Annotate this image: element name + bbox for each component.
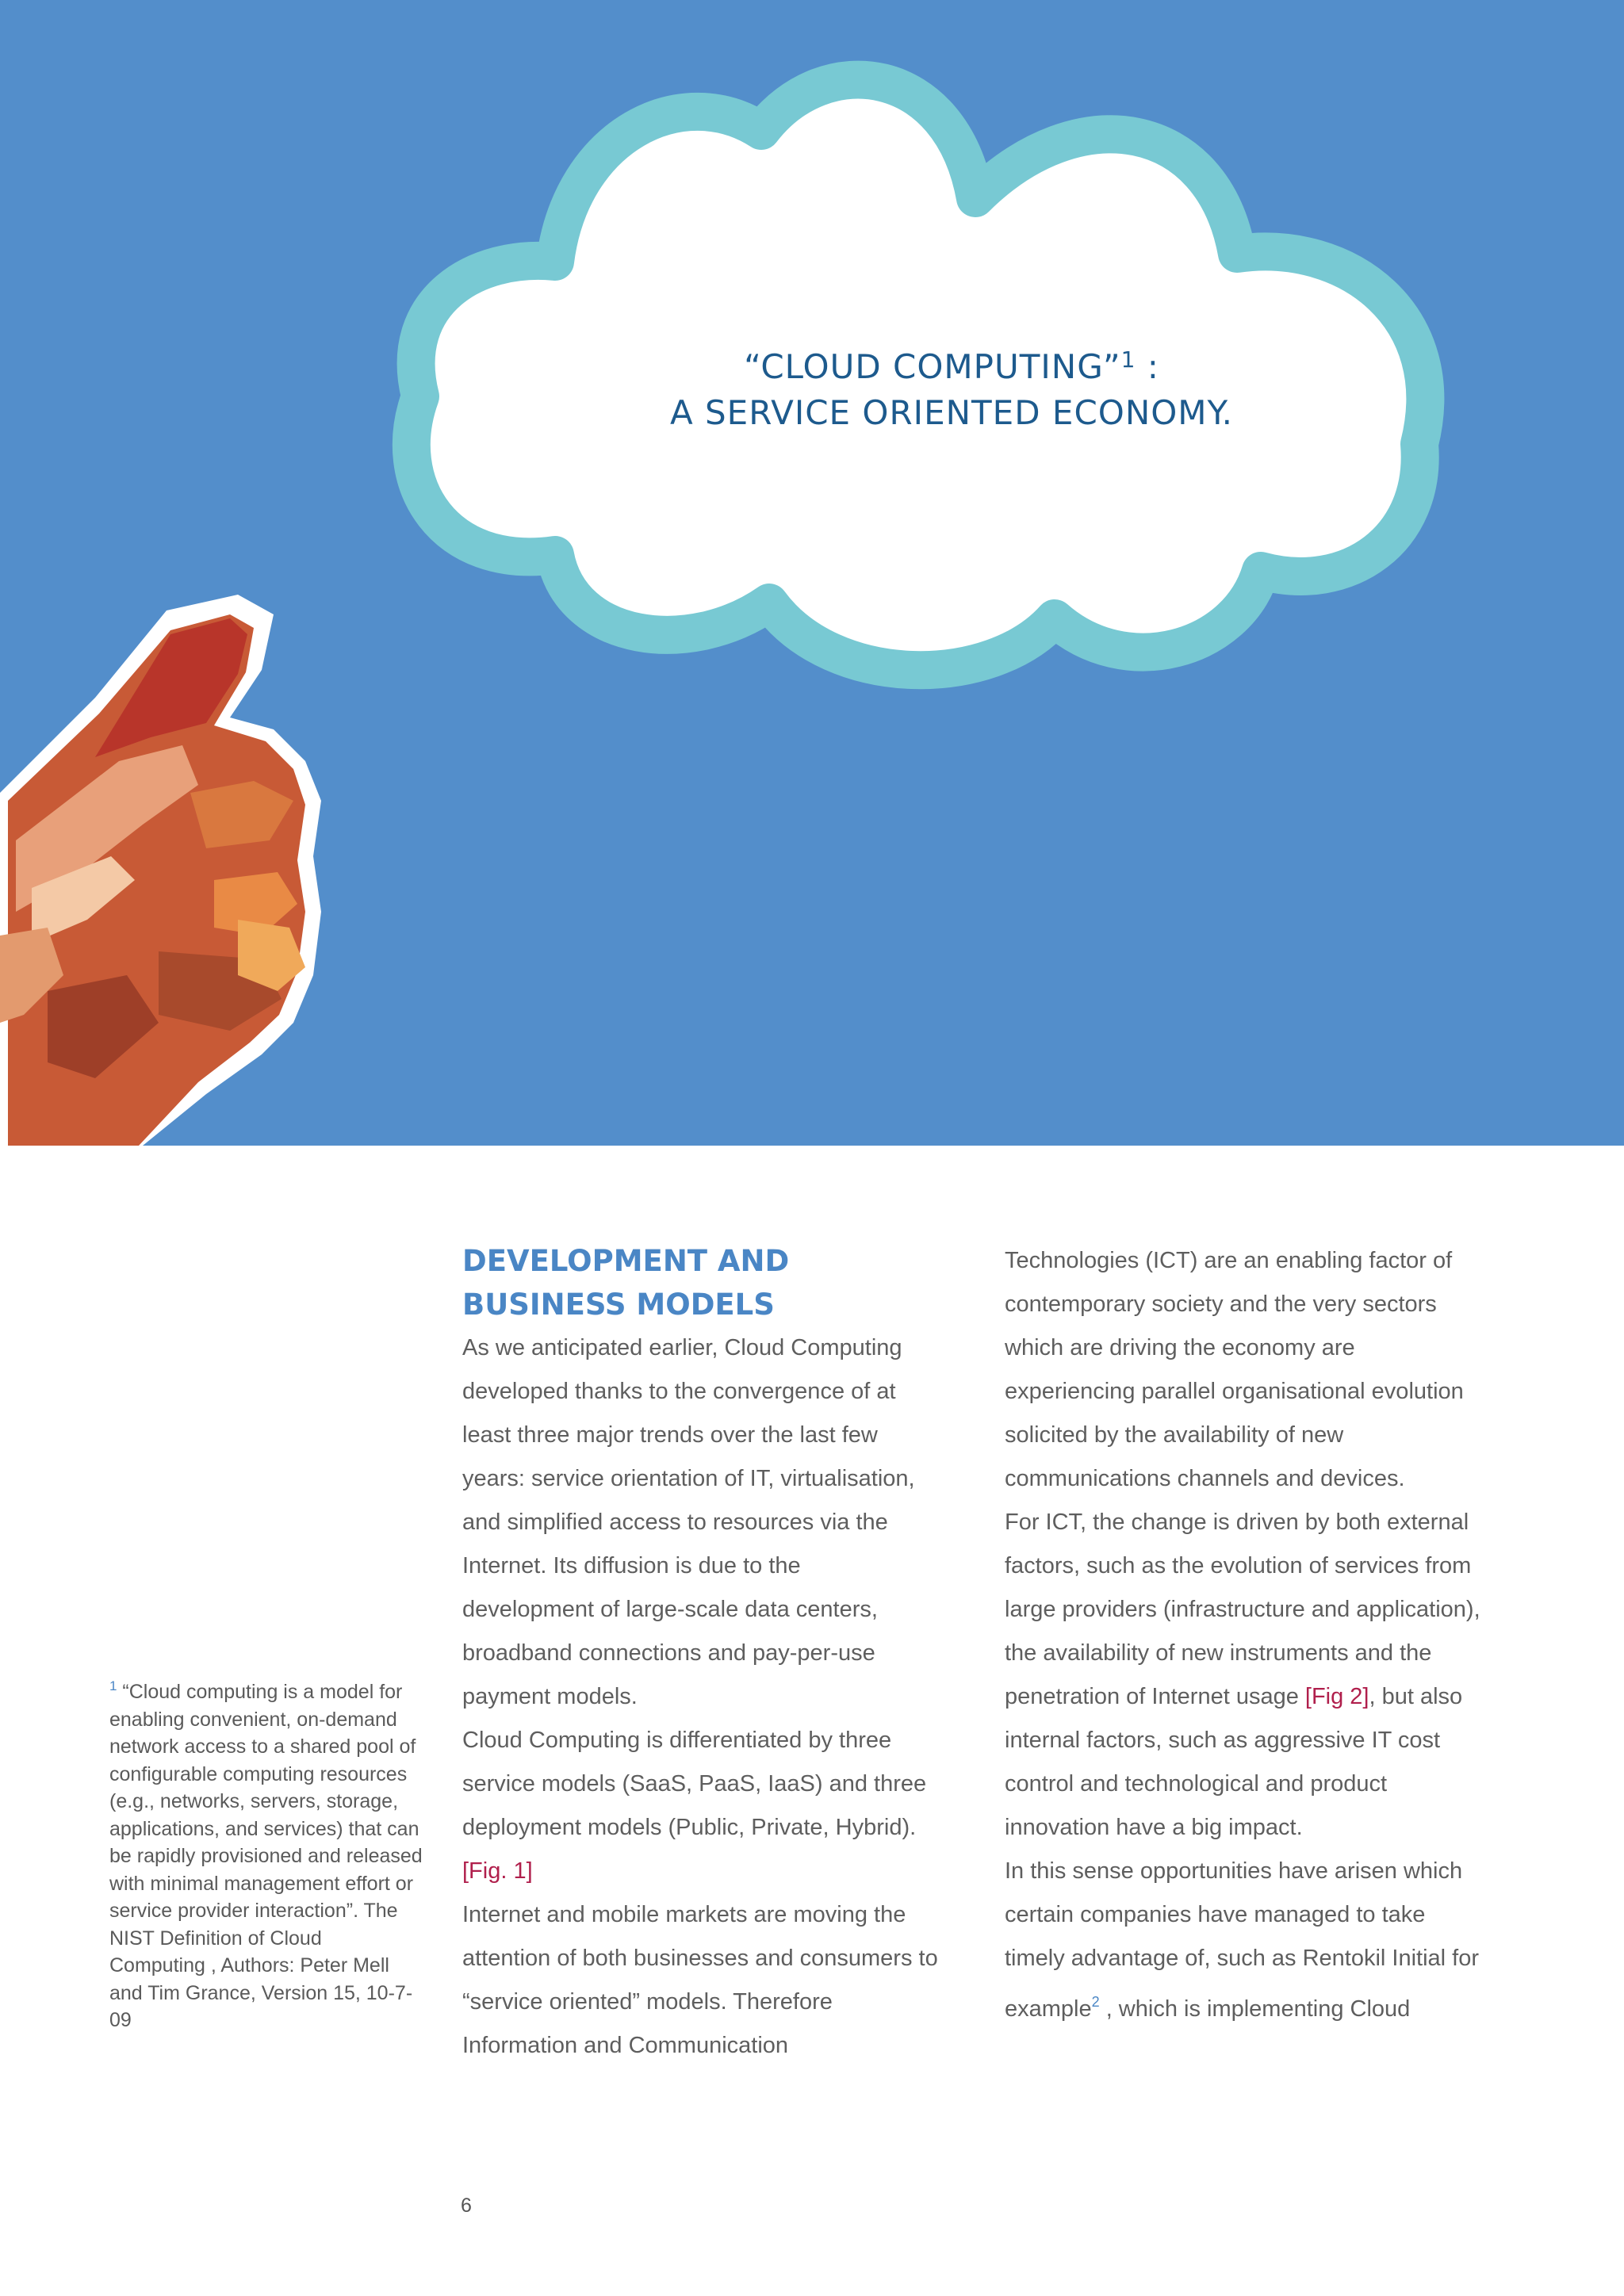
- figure-1-reference[interactable]: [Fig. 1]: [462, 1858, 533, 1884]
- section-heading: [462, 1239, 875, 1326]
- right-paragraph-3-start: In this sense opportunities have arisen which certain companies have managed to take timely advantage of, such as Rentokil Initial for example: [1005, 1858, 1480, 2022]
- middle-paragraph-2-text: Cloud Computing is differentiated by three service models (SaaS, PaaS, IaaS) and three deployment models (Public, Private, Hybrid).: [462, 1728, 927, 1840]
- figure-2-reference[interactable]: [Fig 2]: [1304, 1684, 1369, 1709]
- section-heading-line2: BUSINESS MODELS: [462, 1288, 775, 1322]
- right-paragraph-3: [1005, 1850, 1480, 2031]
- section-heading-line1: DEVELOPMENT AND: [462, 1244, 790, 1278]
- right-paragraph-2-start: For ICT, the change is driven by both external factors, such as the evolution of services from large providers (infrastructure and application), the availability of new instruments and the penetration of Internet usage: [1005, 1510, 1480, 1709]
- right-paragraph-3-end: , which is implementing Cloud: [1099, 1996, 1411, 2022]
- hero-title-footnote-mark: 1: [1120, 346, 1136, 373]
- page-number: 6: [461, 2195, 472, 2217]
- hero-illustration: [0, 0, 1624, 1146]
- body-column-middle: [462, 1326, 938, 2068]
- hero-title-line1: “CLOUD COMPUTING”: [744, 347, 1121, 386]
- right-paragraph-2-end: , but also internal factors, such as aggressive IT cost control and technological and product innovation have a big impact.: [1005, 1684, 1463, 1840]
- footnote-1-mark: 1: [109, 1678, 117, 1693]
- middle-paragraph-3: Internet and mobile markets are moving the attention of both businesses and consumers to “service oriented” models. Therefore Information and Communication: [462, 1902, 938, 2058]
- middle-paragraph-2: [462, 1719, 938, 1893]
- hero-title: [436, 337, 1467, 436]
- hero-title-colon: :: [1136, 347, 1159, 386]
- hero-banner: [0, 0, 1624, 1146]
- hero-title-line2: A SERVICE ORIENTED ECONOMY.: [669, 393, 1234, 432]
- body-column-right: [1005, 1239, 1480, 2031]
- middle-paragraph-1: As we anticipated earlier, Cloud Computing developed thanks to the convergence of at least three major trends over the last few years: service orientation of IT, virtualisation, and simplified access to resources via the Internet. Its diffusion is due to the development of large-scale data centers, broadband connections and pay-per-use payment models.: [462, 1335, 915, 1709]
- footnote-1: [109, 1673, 423, 2034]
- footnote-2-mark[interactable]: 2: [1091, 1994, 1100, 2010]
- thumbs-up-hand-illustration: [0, 595, 321, 1146]
- footnote-1-text: “Cloud computing is a model for enabling convenient, on-demand network access to a shared pool of configurable computing resources (e.g., networks, servers, storage, applications, and services) that can be rapidly provisioned and released with minimal management effort or service provider interaction”. The NIST Definition of Cloud Computing , Authors: Peter Mell and Tim Grance, Version 15, 10-7-09: [109, 1681, 423, 2031]
- right-paragraph-2: [1005, 1501, 1480, 1850]
- right-paragraph-1: Technologies (ICT) are an enabling factor of contemporary society and the very sectors which are driving the economy are experiencing parallel organisational evolution solicited by the availability of new communications channels and devices.: [1005, 1248, 1464, 1491]
